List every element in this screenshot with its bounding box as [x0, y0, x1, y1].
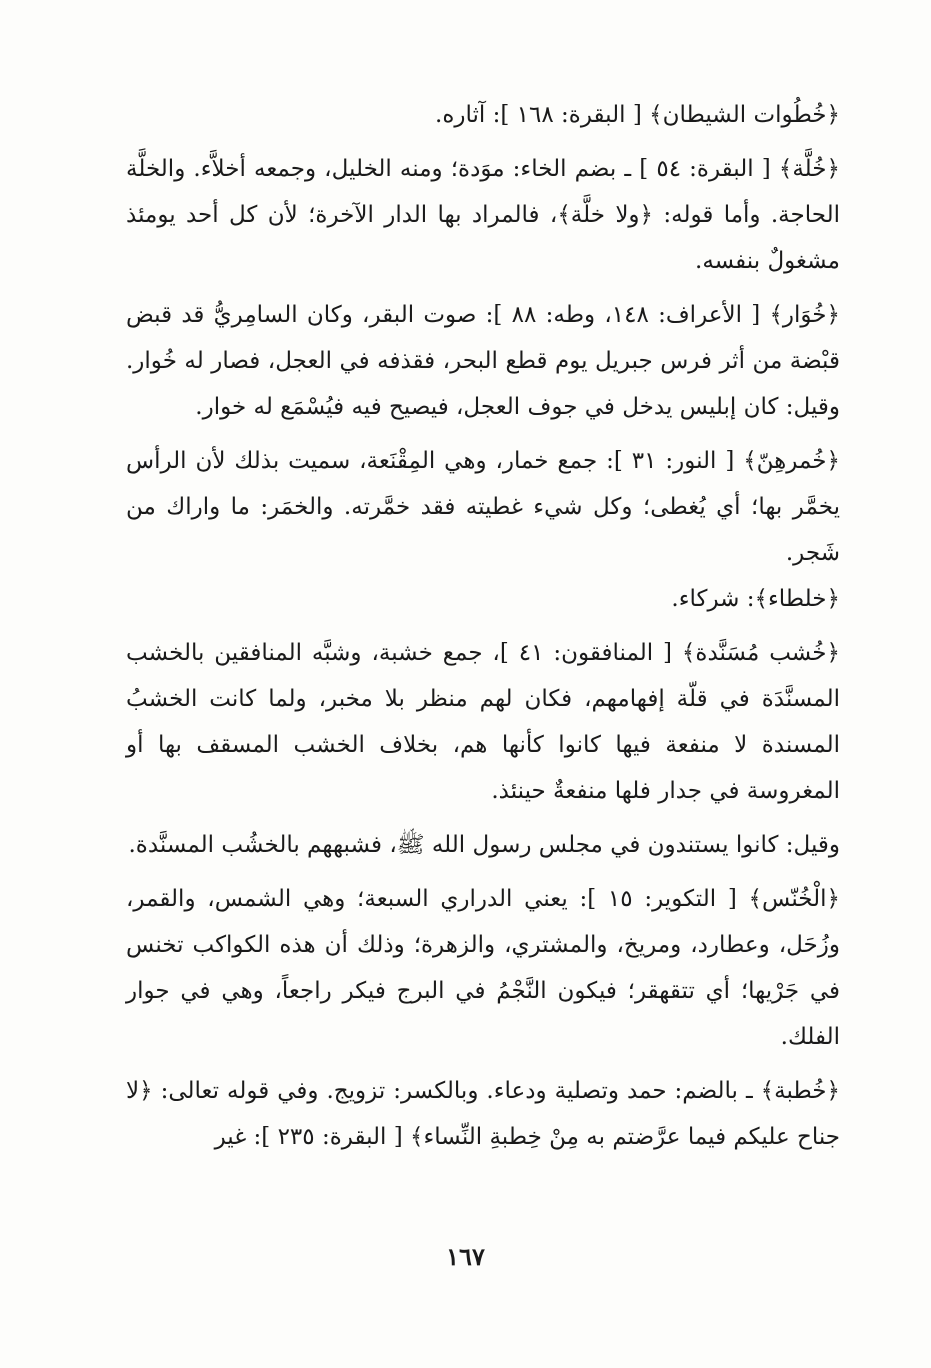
entry-khuwar: ﴿خُوَار﴾ [ الأعراف: ١٤٨، وطه: ٨٨ ]: صوت البقر، وكان السامِريُّ قد قبض قبْضة من أثر فرس جبريل يوم قطع البحر، فقذفه في العجل، فصار له خُوار. وقيل: كان إبليس يدخل في جوف العجل، فيصيح فيه فيُسْمَع له خوار. [126, 302, 840, 420]
entry-khulla: ﴿خُلَّة﴾ [ البقرة: ٥٤ ] ـ بضم الخاء: موَدة؛ ومنه الخليل، وجمعه أخلاَّء. والخلَّة الحاجة. وأما قوله: ﴿ولا خلَّة﴾، فالمراد بها الدار الآخرة؛ لأن كل أحد يومئذ مشغولٌ بنفسه. [126, 156, 840, 274]
entry-khulata: ﴿خلطاء﴾: شركاء. [671, 586, 840, 612]
entry-khushub: ﴿خُشب مُسَنَّدة﴾ [ المنافقون: ٤١ ]، جمع خشبة، وشبَّه المنافقين بالخشب المسنَّدَة في قلّة إفهامهم، فكان لهم منظر بلا مخبر، ولما كانت الخشبُ المسندة لا منفعة فيها كانوا كأنها هم، بخلاف الخشب المسقف بها أو المغروسة في جدار فلها منفعةٌ حينئذ. [126, 640, 841, 804]
entry-khushub-note: وقيل: كانوا يستندون في مجلس رسول الله ﷺ، فشبههم بالخشُب المسنَّدة. [128, 832, 840, 858]
entry-khumurihinna: ﴿خُمرهِنّ﴾ [ النور: ٣١ ]: جمع خمار، وهي المِقْنَعة، سميت بذلك لأن الرأس يخمَّر بها؛ أي يُغطى؛ وكل شيء غطيته فقد خمَّرته. والخمَر: ما واراك من شَجر. [126, 448, 840, 566]
entry-khunnas: ﴿الْخُنّس﴾ [ التكوير: ١٥ ]: يعني الدراري السبعة؛ وهي الشمس، والقمر، وزُحَل، وعطارد، ومريخ، والمشتري، والزهرة؛ وذلك أن هذه الكواكب تخنس في جَرْيها؛ أي تتقهقر؛ فيكون النَّجْمُ في البرج فيكر راجعاً، وهي في جوار الفلك. [126, 886, 840, 1050]
main-text [126, 92, 840, 1160]
entry-khutba: ﴿خُطبة﴾ ـ بالضم: حمد وتصلية ودعاء. وبالكسر: تزويج. وفي قوله تعالى: ﴿لا جناح عليكم فيما عرَّضتم به مِنْ خِطبةِ النِّساء﴾ [ البقرة: ٢٣٥ ]: غير [126, 1078, 840, 1150]
entry-khutuwat: ﴿خُطُوات الشيطان﴾ [ البقرة: ١٦٨ ]: آثاره. [435, 102, 840, 128]
page-number: ١٦٧ [446, 1242, 485, 1271]
